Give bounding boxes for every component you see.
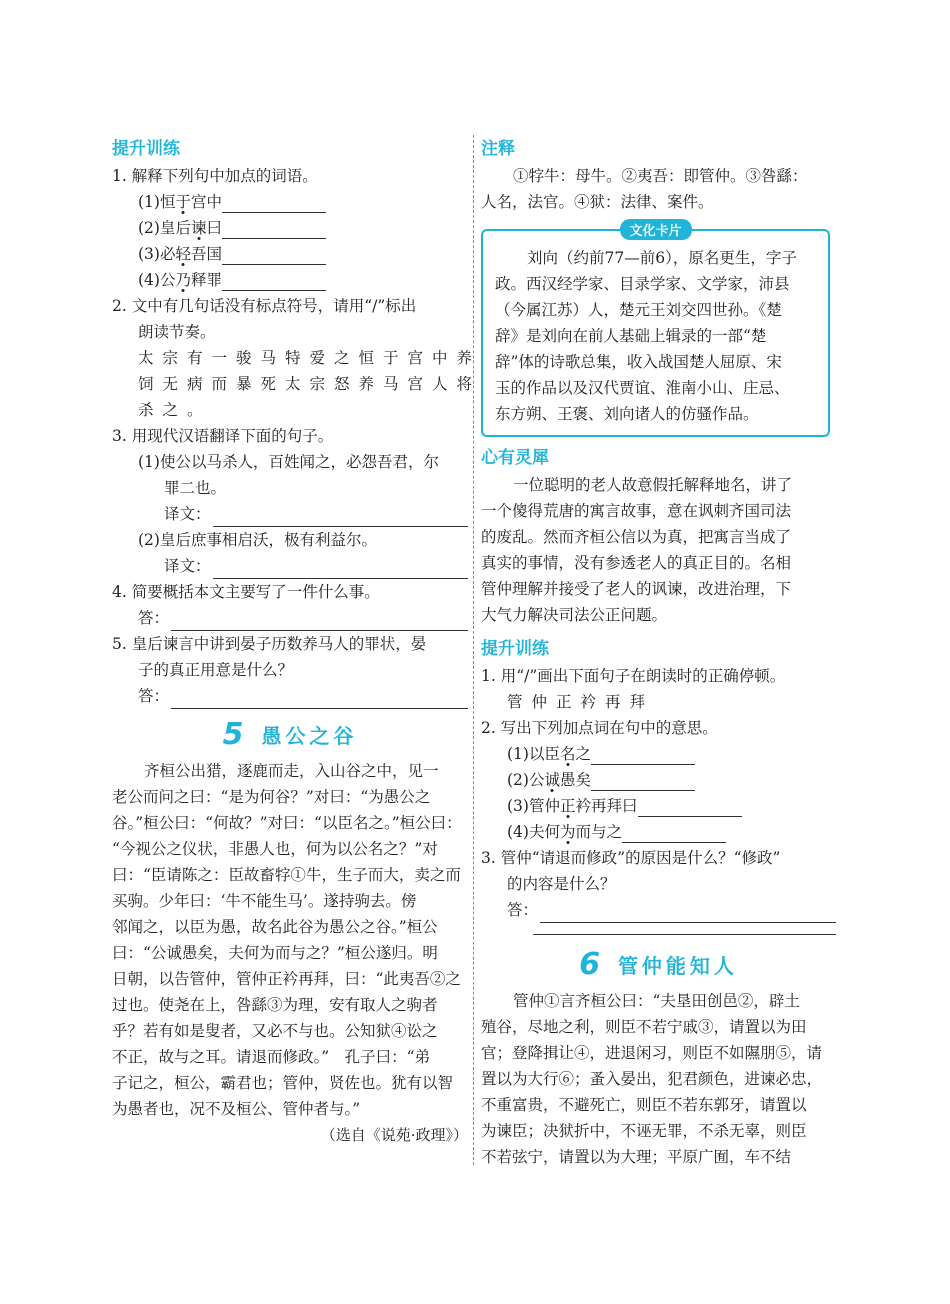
text-line: 官；登降揖让④，进退闲习，则臣不如隰朋⑤，请 [481, 1044, 823, 1062]
culture-card [481, 224, 830, 437]
text-line: 的废乱。然而齐桓公信以为真，把寓言当成了 [481, 528, 792, 546]
text-line: 买驹。少年曰：‘牛不能生马’。遂持驹去。傍 [112, 892, 417, 910]
question-1-item-4 [112, 267, 468, 293]
text-line: 为谏臣；决狱折中，不诬无罪，不杀无辜，则臣 [481, 1122, 807, 1140]
r-question-1-text: 管仲正衿再拜 [507, 693, 655, 711]
chapter-heading-5 [112, 717, 468, 752]
classical-text-6 [481, 988, 836, 1170]
text-line: 不若弦宁，请置以为大理；平原广囿，车不结 [481, 1148, 792, 1166]
item-text: 宫中 [191, 193, 223, 211]
item-number: (2) [507, 771, 529, 789]
text-line: 政。西汉经学家、目录学家、文学家，沛县 [495, 275, 790, 293]
item-number: (1) [507, 745, 529, 763]
question-2-stem: 2. 文中有几句话没有标点符号，请用“/”标出 [112, 297, 417, 315]
answer-blank[interactable] [591, 772, 695, 791]
text-line: 谷。”桓公曰：“何故？”对曰：“以臣名之。”桓公曰： [112, 814, 462, 832]
text-line: 老公而问之曰：“是为何谷？”对曰：“为愚公之 [112, 788, 431, 806]
dotted-word: 轻 [175, 245, 191, 263]
culture-card-tag: 文化卡片 [619, 219, 691, 240]
question-1-item-1 [112, 189, 468, 215]
r-question-1-stem: 1. 用“/”画出下面句子在朗读时的正确停顿。 [481, 667, 786, 685]
insight-text [481, 472, 836, 628]
text-line: 辞》是刘向在前人基础上辑录的一部“楚 [495, 327, 767, 345]
answer-blank[interactable] [540, 904, 836, 923]
item-text: 之 [575, 745, 592, 763]
text-line: 一个傻得荒唐的寓言故事，意在讽刺齐国司法 [481, 502, 792, 520]
item-text: 吾国 [191, 245, 223, 263]
answer-blank[interactable] [622, 824, 726, 843]
item-number: (1) [138, 193, 160, 211]
section-title-notes: 注释 [481, 139, 515, 159]
dotted-word: 谏 [190, 219, 207, 237]
text-line: 辞”体的诗歌总集，收入战国楚人屈原、宋 [495, 353, 782, 371]
text-line: 曰：“公诚愚矣，夫何为而与之？”桓公遂归。明 [112, 944, 438, 962]
r-question-3-stem: 3. 管仲“请退而修政”的原因是什么？“修政” [481, 849, 781, 867]
text-line: 刘向（约前77—前6），原名更生，字子 [527, 249, 797, 267]
notes-line-2: 人名，法官。④狱：法律、案件。 [481, 193, 714, 211]
text-line: 过也。使尧在上，咎繇③为理，安有取人之驹者 [112, 996, 438, 1014]
left-column [112, 128, 482, 1148]
chapter-heading-6 [481, 947, 836, 982]
r-question-3-stem-cont: 的内容是什么？ [507, 875, 616, 893]
text-line: 东方朔、王褒、刘向诸人的仿骚作品。 [495, 405, 759, 423]
question-1-item-3 [112, 241, 468, 267]
text-line: 大气力解决司法公正问题。 [481, 606, 668, 624]
item-text: 释罪 [191, 271, 223, 289]
r-question-2-item-2 [481, 767, 836, 793]
translation-label: 译文： [164, 557, 211, 575]
answer-blank[interactable] [222, 246, 326, 265]
question-3-sentence-2: (2)皇后庶事相启沃，极有利益尔。 [138, 531, 377, 549]
answer-blank[interactable] [213, 560, 468, 579]
section-title-practice: 提升训练 [112, 139, 180, 159]
item-text: 曰 [206, 219, 223, 237]
right-column [481, 128, 836, 1170]
dotted-word: 乃 [175, 271, 191, 289]
answer-blank[interactable] [171, 690, 468, 709]
item-text: 公 [528, 771, 545, 789]
text-line: “今视公之仪状，非愚人也，何为以公名之？”对 [112, 840, 438, 858]
question-3-stem: 3. 用现代汉语翻译下面的句子。 [112, 427, 334, 445]
question-4-stem: 4. 简要概括本文主要写了一件什么事。 [112, 583, 380, 601]
dotted-word: 于 [175, 193, 191, 211]
question-5-stem-cont: 子的真正用意是什么？ [138, 661, 294, 679]
text-line: 为愚者也，况不及桓公、管仲者与。” [112, 1100, 361, 1118]
question-2-text: 饲无病而暴死太宗怒养马宫人将 [138, 375, 482, 393]
question-5-stem: 5. 皇后谏言中讲到晏子历数养马人的罪状，晏 [112, 635, 427, 653]
question-2-text: 杀之。 [138, 401, 212, 419]
source-citation: （选自《说苑·政理》） [320, 1126, 468, 1144]
text-line: 邻闻之，以臣为愚，故名此谷为愚公之谷。”桓公 [112, 918, 438, 936]
chapter-title: 愚公之谷 [261, 724, 358, 748]
item-text: 恒 [159, 193, 176, 211]
chapter-title: 管仲能知人 [617, 954, 738, 978]
item-text: 衿再拜曰 [575, 797, 638, 815]
item-text: 夫何 [528, 823, 560, 841]
question-3-sentence-1-cont: 罪二也。 [164, 479, 227, 497]
item-text: 愚矣 [560, 771, 592, 789]
r-question-2-item-4 [481, 819, 836, 845]
question-3-sentence-1: (1)使公以马杀人，百姓闻之，必怨吾君，尔 [138, 453, 439, 471]
section-title-practice-2: 提升训练 [481, 639, 549, 659]
r-question-2-item-1 [481, 741, 836, 767]
item-text: 必 [159, 245, 176, 263]
answer-label: 答： [138, 687, 170, 705]
item-text: 皇后 [159, 219, 191, 237]
answer-blank[interactable] [638, 798, 742, 817]
text-line: （今属江苏）人，楚元王刘交四世孙。《楚 [495, 301, 782, 319]
question-2-stem-cont: 朗读节奏。 [138, 323, 216, 341]
answer-blank[interactable] [222, 220, 326, 239]
answer-line-5 [112, 683, 468, 709]
question-1-stem: 1. 解释下列句中加点的词语。 [112, 167, 318, 185]
text-line: 乎？若有如是叟者，又必不与也。公知狱④讼之 [112, 1022, 438, 1040]
translation-line-2 [112, 553, 468, 579]
text-line: 玉的作品以及汉代贾谊、淮南小山、庄忌、 [495, 379, 790, 397]
chapter-number: 5 [222, 717, 244, 752]
question-2-text: 太宗有一骏马特爱之恒于宫中养 [138, 349, 482, 367]
item-number: (2) [138, 219, 160, 237]
r-question-2-item-3 [481, 793, 836, 819]
item-text: 管仲 [528, 797, 560, 815]
item-text: 公 [159, 271, 176, 289]
section-title-insight: 心有灵犀 [481, 448, 549, 468]
answer-label: 答： [507, 901, 539, 919]
text-line: 子记之，桓公，霸君也；管仲，贤佐也。犹有以智 [112, 1074, 454, 1092]
item-number: (3) [507, 797, 529, 815]
column-divider [473, 135, 474, 1165]
classical-text-5 [112, 758, 468, 1122]
answer-label: 答： [138, 609, 170, 627]
text-line: 曰：“臣请陈之：臣故畜牸①牛，生子而大，卖之而 [112, 866, 461, 884]
answer-blank[interactable] [213, 508, 468, 527]
answer-blank[interactable] [171, 612, 468, 631]
text-line: 齐桓公出猎，逐鹿而走，入山谷之中，见一 [144, 762, 439, 780]
chapter-number: 6 [579, 947, 600, 982]
translation-label: 译文： [164, 505, 211, 523]
text-line: 不重富贵，不避死亡，则臣不若东郭牙，请置以 [481, 1096, 807, 1114]
text-line: 置以为大行⑥；蚤入晏出，犯君颜色，进谏必忠， [481, 1070, 823, 1088]
r-question-2-stem: 2. 写出下列加点词在句中的意思。 [481, 719, 718, 737]
text-line: 管仲理解并接受了老人的讽谏，改进治理，下 [481, 580, 792, 598]
text-line: 真实的事情，没有参透老人的真正目的。名相 [481, 554, 792, 572]
text-line: 管仲①言齐桓公曰：“夫垦田创邑②，辟土 [513, 992, 800, 1010]
item-text: 以臣 [528, 745, 560, 763]
dotted-word: 名 [559, 745, 576, 763]
dotted-word: 正 [559, 797, 576, 815]
answer-blank[interactable] [591, 746, 695, 765]
culture-card-text [495, 245, 818, 427]
question-1-item-2 [112, 215, 468, 241]
r-answer-line-3 [481, 897, 836, 923]
item-number: (3) [138, 245, 160, 263]
translation-line-1 [112, 501, 468, 527]
dotted-word: 为 [559, 823, 576, 841]
dotted-word: 诚 [544, 771, 560, 789]
item-text: 而与之 [575, 823, 623, 841]
answer-blank[interactable] [222, 194, 326, 213]
text-line: 一位聪明的老人故意假托解释地名，讲了 [513, 476, 793, 494]
item-number: (4) [138, 271, 160, 289]
text-line: 日朝，以告管仲，管仲正衿再拜，曰：“此夷吾②之 [112, 970, 461, 988]
answer-line-4 [112, 605, 468, 631]
text-line: 不正，故与之耳。请退而修政。” 孔子曰：“弟 [112, 1048, 431, 1066]
text-line: 殖谷，尽地之利，则臣不若宁戚③，请置以为田 [481, 1018, 807, 1036]
answer-blank-extra[interactable] [533, 933, 836, 935]
notes-line-1: ①牸牛：母牛。②夷吾：即管仲。③咎繇： [513, 167, 808, 185]
answer-blank[interactable] [222, 272, 326, 291]
item-number: (4) [507, 823, 529, 841]
